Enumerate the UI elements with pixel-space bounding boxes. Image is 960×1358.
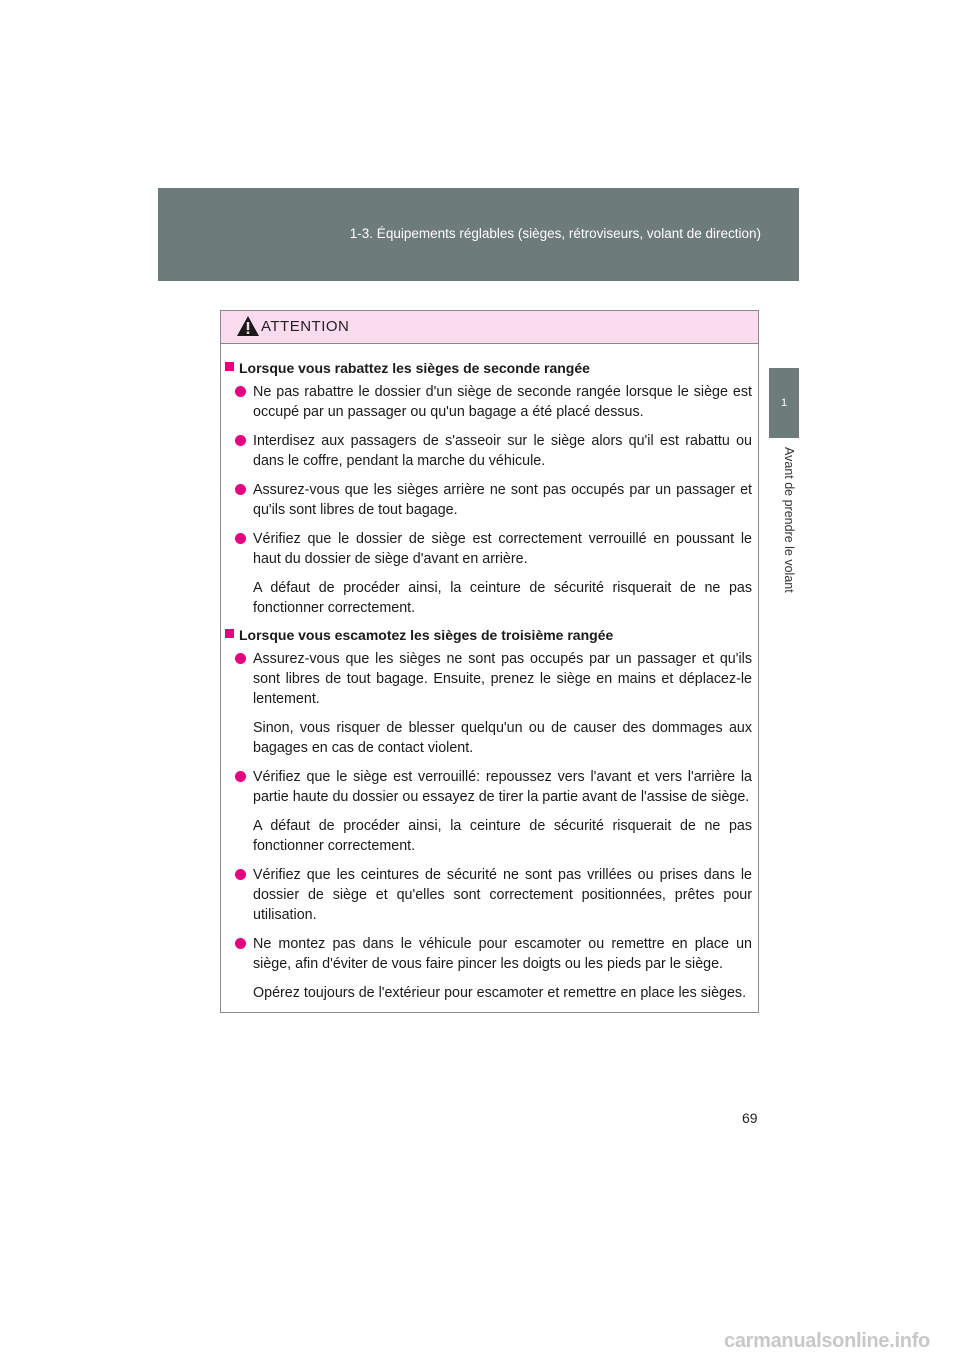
note-paragraph [225, 718, 752, 758]
section-heading-text: Lorsque vous escamotez les sièges de troisième rangée [239, 627, 614, 643]
chapter-label: Avant de prendre le volant [782, 447, 796, 593]
note-paragraph [225, 578, 752, 618]
bullet-item [225, 934, 752, 974]
section-title: 1-3. Équipements réglables (sièges, rétroviseurs, volant de direction) [349, 226, 761, 241]
caution-title: ATTENTION [261, 318, 350, 335]
item-text: Assurez-vous que les sièges arrière ne sont pas occupés par un passager et qu'ils sont libres de tout bagage. [253, 482, 752, 518]
round-bullet-icon [235, 533, 246, 544]
square-bullet-icon [225, 629, 234, 638]
section-heading-text: Lorsque vous rabattez les sièges de seconde rangée [239, 360, 590, 376]
round-bullet-icon [235, 435, 246, 446]
item-text: Assurez-vous que les sièges ne sont pas occupés par un passager et qu'ils sont libres de tout bagage. Ensuite, prenez le siège en mains et déplacez-le lentement. [253, 651, 752, 707]
item-text: A défaut de procéder ainsi, la ceinture de sécurité risquerait de ne pas fonctionner correctement. [253, 818, 752, 854]
chapter-tab: 1 [769, 368, 799, 438]
bullet-item [225, 767, 752, 807]
section-heading [225, 627, 752, 643]
round-bullet-icon [235, 484, 246, 495]
round-bullet-icon [235, 938, 246, 949]
bullet-item [225, 431, 752, 471]
item-text: Interdisez aux passagers de s'asseoir sur le siège alors qu'il est rabattu ou dans le coffre, pendant la marche du véhicule. [253, 433, 752, 469]
round-bullet-icon [235, 771, 246, 782]
watermark: carmanualsonline.info [724, 1330, 930, 1352]
caution-box [220, 310, 759, 1013]
bullet-item [225, 865, 752, 925]
bullet-item [225, 480, 752, 520]
bullet-item [225, 649, 752, 709]
section-heading [225, 360, 752, 376]
note-paragraph [225, 983, 752, 1003]
item-text: Opérez toujours de l'extérieur pour escamoter et remettre en place les sièges. [253, 985, 747, 1001]
caution-body [221, 344, 758, 1003]
bullet-item [225, 529, 752, 569]
header-band [158, 188, 799, 281]
item-text: Ne montez pas dans le véhicule pour escamoter ou remettre en place un siège, afin d'éviter de vous faire pincer les doigts ou les pieds par le siège. [253, 936, 752, 972]
item-text: Vérifiez que les ceintures de sécurité ne sont pas vrillées ou prises dans le dossier de siège et qu'elles sont correctement positionnées, prêtes pour utilisation. [253, 867, 752, 923]
item-text: A défaut de procéder ainsi, la ceinture de sécurité risquerait de ne pas fonctionner correctement. [253, 580, 752, 616]
caution-header [221, 311, 758, 344]
note-paragraph [225, 816, 752, 856]
item-text: Ne pas rabattre le dossier d'un siège de seconde rangée lorsque le siège est occupé par un passager ou qu'un bagage a été placé dessus. [253, 384, 752, 420]
item-text: Sinon, vous risquer de blesser quelqu'un ou de causer des dommages aux bagages en cas de contact violent. [253, 720, 752, 756]
warning-icon [236, 315, 260, 337]
square-bullet-icon [225, 362, 234, 371]
item-text: Vérifiez que le dossier de siège est correctement verrouillé en poussant le haut du dossier de siège d'avant en arrière. [253, 531, 752, 567]
item-text: Vérifiez que le siège est verrouillé: repoussez vers l'avant et vers l'arrière la partie haute du dossier ou essayez de tirer la partie avant de l'assise de siège. [253, 769, 752, 805]
round-bullet-icon [235, 869, 246, 880]
round-bullet-icon [235, 653, 246, 664]
round-bullet-icon [235, 386, 246, 397]
bullet-item [225, 382, 752, 422]
page-number: 69 [742, 1110, 758, 1126]
